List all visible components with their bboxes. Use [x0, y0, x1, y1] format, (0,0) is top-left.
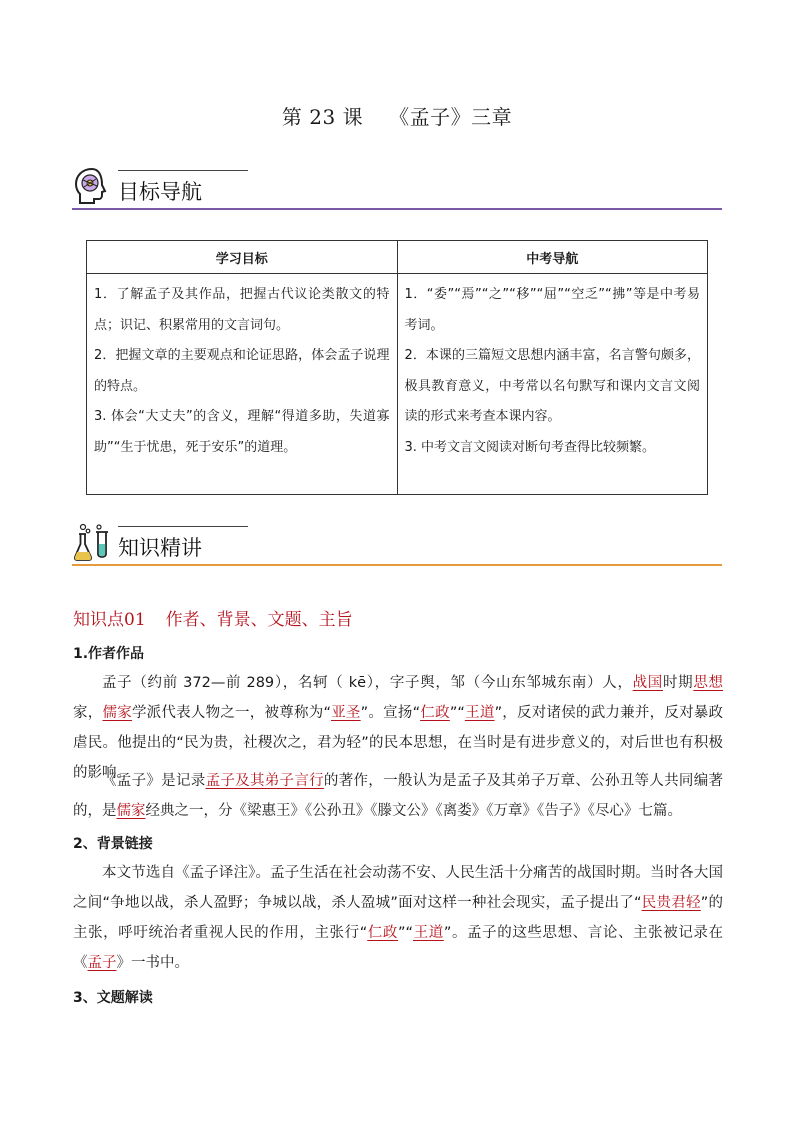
- table-header-exam: 中考导航: [397, 241, 708, 274]
- keyword-link[interactable]: 王道: [413, 925, 444, 941]
- knowledge-divider: [72, 564, 722, 566]
- keyword-link[interactable]: 孟子及其弟子言行: [205, 773, 324, 789]
- exam-item: 3. 中考文言文阅读对断句考查得比较频繁。: [404, 439, 656, 455]
- kp-number: 知识点01: [73, 610, 146, 630]
- text-run: 的著作，一般认为是孟子及其弟子万章、公孙丑等人共同编著的，是: [73, 773, 724, 819]
- text-run: ”“: [398, 925, 414, 941]
- keyword-link[interactable]: 孟子: [87, 955, 117, 971]
- brain-head-icon: [72, 166, 112, 206]
- paragraph-mencius-book: [73, 766, 723, 826]
- goal-item: 2．把握文章的主要观点和论证思路，体会孟子说理的特点。: [94, 348, 390, 394]
- keyword-link[interactable]: 战国: [632, 675, 663, 691]
- subheading-title-reading: 3、文题解读: [73, 990, 153, 1006]
- exam-item: 2．本课的三篇短文思想内涵丰富，名言警句颇多，极具教育意义，中考常以名句默写和课内文言文阅读的形式来考查本课内容。: [404, 348, 700, 424]
- paragraph-background: [73, 858, 723, 978]
- text-run: ”的主张，呼吁统治者重视人民的作用，主张行“: [73, 895, 723, 941]
- text-run: 时期: [662, 675, 694, 691]
- goal-item: 1．了解孟子及其作品，把握古代议论类散文的特点；识记、积累常用的文言词句。: [94, 287, 390, 333]
- knowledge-heading: 知识精讲: [118, 536, 202, 560]
- text-run: ”，反对诸侯的武力兼并，反对暴政虐民。他提出的“民为贵，社稷次之，君为轻”的民本思想，在当时是有进步意义的，对后世也有积极的影响。: [73, 705, 724, 781]
- kp-name: 作者、背景、文题、主旨: [165, 610, 353, 630]
- knowledge-point-title: [73, 605, 353, 630]
- keyword-link[interactable]: 思想: [693, 675, 724, 691]
- knowledge-section-header: [72, 522, 722, 566]
- text-run: 学派代表人物之一，被尊称为“: [131, 705, 331, 721]
- header-top-rule: [118, 526, 248, 527]
- exam-item: 1．“委”“焉”“之”“移”“屈”“空乏”“拂”等是中考易考词。: [404, 287, 700, 333]
- goals-heading: 目标导航: [118, 180, 202, 204]
- keyword-link[interactable]: 儒家: [102, 705, 132, 721]
- text-run: ”。孟子的这些思想、言论、主张被记录在《: [73, 925, 724, 971]
- lesson-number: 第 23 课: [281, 105, 364, 129]
- table-header-goals: 学习目标: [87, 241, 398, 274]
- lesson-work: 《孟子》三章: [389, 105, 513, 129]
- text-run: ”。宣扬“: [360, 705, 421, 721]
- goals-divider: [72, 208, 722, 210]
- goal-item: 3. 体会“大丈夫”的含义，理解“得道多助，失道寡助”“生于忧患，死于安乐”的道理。: [94, 409, 390, 455]
- subheading-author: 1.作者作品: [73, 646, 145, 662]
- lab-flask-icon: [72, 522, 112, 562]
- keyword-link[interactable]: 亚圣: [330, 705, 361, 721]
- keyword-link[interactable]: 民贵君轻: [641, 895, 701, 911]
- keyword-link[interactable]: 仁政: [420, 705, 450, 721]
- text-run: 经典之一，分《梁惠王》《公孙丑》《滕文公》《离娄》《万章》《告子》《尽心》七篇。: [145, 803, 682, 819]
- page-title: [0, 101, 794, 130]
- exam-cell: [397, 274, 708, 495]
- keyword-link[interactable]: 王道: [464, 705, 495, 721]
- text-run: 《孟子》是记录: [102, 773, 206, 789]
- goals-table: [86, 240, 708, 495]
- text-run: 家，: [73, 705, 103, 721]
- subheading-background: 2、背景链接: [73, 836, 153, 852]
- goals-cell: [87, 274, 398, 495]
- text-run: 本文节选自《孟子译注》。孟子生活在社会动荡不安、人民生活十分痛苦的战国时期。当时各大国之间“争地以战，杀人盈野；争城以战，杀人盈城”面对这样一种社会现实，孟子提出了“: [73, 865, 723, 911]
- text-run: 孟子（约前 372—前 289），名轲（ kē），字子舆，邹（今山东邹城东南）人，: [102, 675, 633, 691]
- keyword-link[interactable]: 儒家: [116, 803, 146, 819]
- goals-section-header: [72, 166, 722, 210]
- text-run: 》一书中。: [116, 955, 189, 971]
- text-run: ”“: [449, 705, 465, 721]
- header-top-rule: [118, 170, 248, 171]
- keyword-link[interactable]: 仁政: [367, 925, 399, 941]
